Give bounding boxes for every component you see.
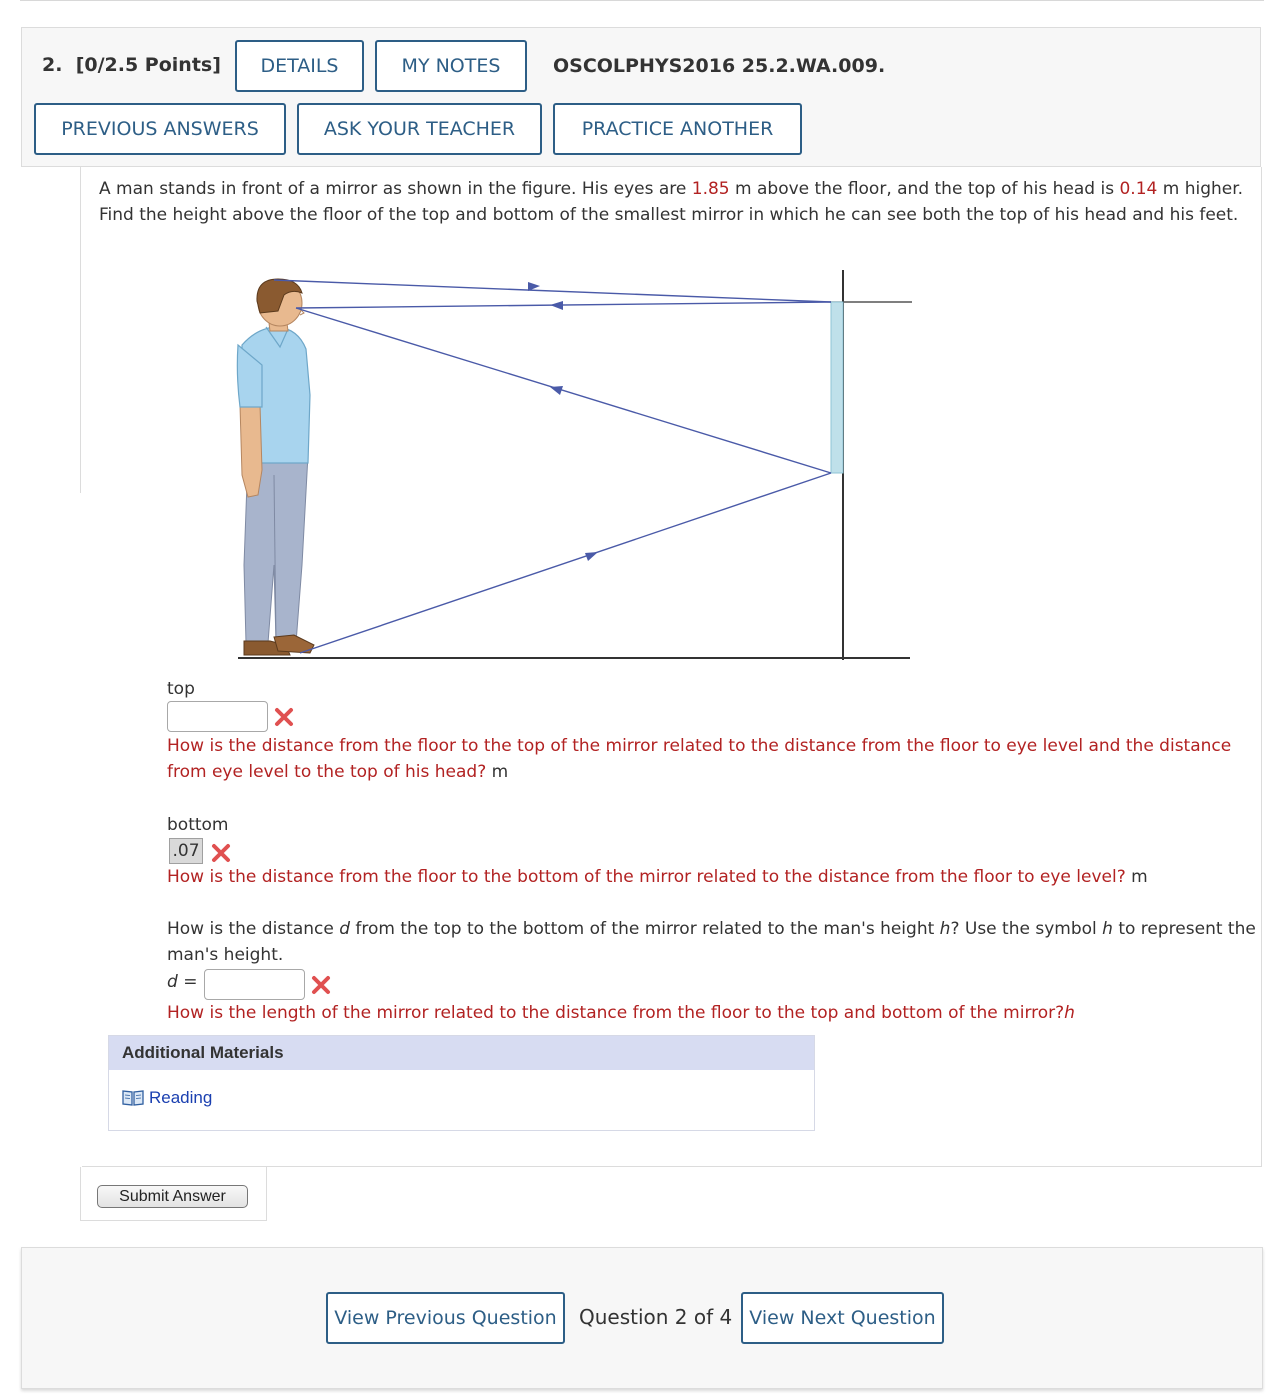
bottom-unit: m xyxy=(1131,867,1148,887)
additional-materials xyxy=(108,1035,815,1131)
question-counter: Question 2 of 4 xyxy=(579,1305,733,1329)
bottom-hint xyxy=(167,864,1257,890)
my-notes-button[interactable]: MY NOTES xyxy=(375,40,527,92)
top-unit: m xyxy=(491,762,509,782)
previous-answers-button[interactable]: PREVIOUS ANSWERS xyxy=(34,103,286,155)
question-text-part: m above the floor, and the top of his head is xyxy=(729,179,1120,199)
incorrect-icon xyxy=(211,843,231,863)
d-prompt-part: ? Use the symbol xyxy=(950,919,1103,939)
d-prompt-part: How is the distance xyxy=(167,919,340,939)
question-text-part: m higher. Find the height above the floor of the top and bottom of the smallest mirror in which he can see both the top of his head and his feet. xyxy=(99,179,1244,225)
h-symbol: h xyxy=(939,919,951,939)
d-answer-input[interactable] xyxy=(204,969,305,1000)
incorrect-icon xyxy=(311,975,331,995)
top-label: top xyxy=(167,679,195,699)
top-hint-text: How is the distance from the floor to the top of the mirror related to the distance from the floor to eye level and the distance from eye level to the top of his head? xyxy=(167,736,1232,782)
reading-link[interactable] xyxy=(121,1088,212,1108)
d-hint-text: How is the length of the mirror related to the distance from the floor to the top and bottom of the mirror? xyxy=(167,1003,1065,1023)
top-answer-input[interactable] xyxy=(167,701,268,732)
light-rays xyxy=(274,280,831,653)
head-offset-value: 0.14 xyxy=(1119,179,1158,199)
d-prompt-part: from the top to the bottom of the mirror related to the man's height xyxy=(350,919,940,939)
top-divider xyxy=(20,0,1264,1)
bottom-answer-value[interactable]: .07 xyxy=(169,838,203,864)
additional-materials-title: Additional Materials xyxy=(109,1036,814,1070)
mirror xyxy=(831,302,843,473)
practice-another-button[interactable]: PRACTICE ANOTHER xyxy=(553,103,802,155)
ray-arrows xyxy=(528,282,598,561)
view-next-question-button[interactable]: View Next Question xyxy=(741,1292,944,1344)
incorrect-icon xyxy=(274,707,294,727)
submit-answer-button[interactable]: Submit Answer xyxy=(97,1185,248,1208)
d-prompt xyxy=(167,916,1257,968)
question-number-points xyxy=(42,54,221,76)
question-points: [0/2.5 Points] xyxy=(75,54,221,76)
bottom-label: bottom xyxy=(167,815,229,835)
ask-your-teacher-button[interactable]: ASK YOUR TEACHER xyxy=(297,103,542,155)
h-symbol: h xyxy=(1102,919,1113,939)
view-previous-question-button[interactable]: View Previous Question xyxy=(326,1292,565,1344)
question-text-part: A man stands in front of a mirror as shown in the figure. His eyes are xyxy=(99,179,692,199)
d-symbol: d xyxy=(339,919,351,939)
book-icon xyxy=(121,1089,145,1107)
question-text xyxy=(99,176,1249,228)
equals-sign: = xyxy=(177,972,198,992)
question-number: 2. xyxy=(42,54,63,76)
reading-link-label[interactable]: Reading xyxy=(149,1088,213,1107)
d-hint-var: h xyxy=(1064,1003,1075,1023)
eye-height-value: 1.85 xyxy=(691,179,730,199)
man-illustration xyxy=(237,279,314,655)
bottom-hint-text: How is the distance from the floor to the bottom of the mirror related to the distance from the floor to eye level? xyxy=(167,867,1126,887)
d-hint xyxy=(167,1000,1257,1026)
details-button[interactable]: DETAILS xyxy=(235,40,364,92)
d-equals-label xyxy=(167,972,197,992)
top-hint xyxy=(167,733,1257,785)
mirror-figure xyxy=(230,265,920,665)
d-variable: d xyxy=(167,972,178,992)
question-code: OSCOLPHYS2016 25.2.WA.009. xyxy=(553,55,886,77)
d-prompt-part: to represent the man's height. xyxy=(167,919,1256,965)
